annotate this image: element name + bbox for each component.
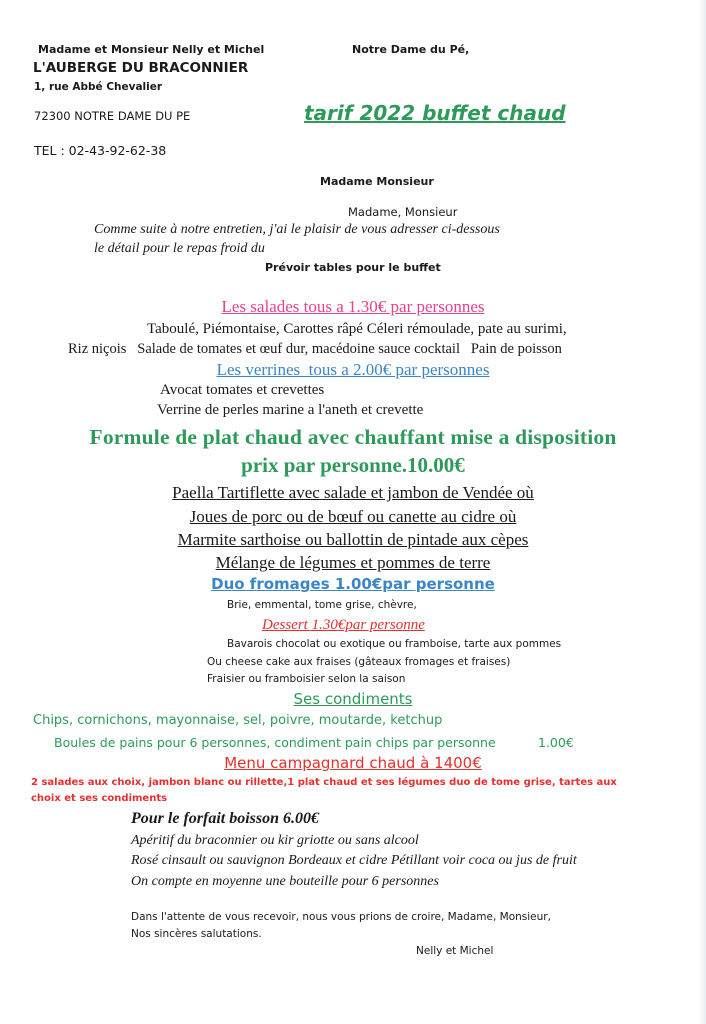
condiments-line-2: Boules de pains pour 6 personnes, condiment pain chips par personne — [54, 735, 496, 750]
verrines-line-2: Verrine de perles marine a l'aneth et crevette — [157, 402, 424, 418]
sender-names: Madame et Monsieur Nelly et Michel — [38, 43, 265, 56]
dessert-line-3: Fraisier ou framboisier selon la saison — [207, 673, 406, 685]
intro-line-2: le détail pour le repas froid du — [94, 241, 265, 256]
boisson-line-1: Apéritif du braconnier ou kir griotte ou sans alcool — [131, 833, 419, 848]
condiments-line-1: Chips, cornichons, mayonnaise, sel, poivre, moutarde, ketchup — [33, 713, 443, 728]
plat-chaud-heading: Formule de plat chaud avec chauffant mise a disposition — [89, 425, 617, 449]
plat-chaud-price: prix par personne.10.00€ — [241, 453, 465, 477]
recipient-line: Madame Monsieur — [320, 175, 434, 188]
signature: Nelly et Michel — [416, 945, 494, 957]
boisson-line-2: Rosé cinsault ou sauvignon Bordeaux et cidre Pétillant voir coca ou jus de fruit — [131, 853, 577, 868]
salades-line-2: Riz niçois Salade de tomates et œuf dur, macédoine sauce cocktail Pain de poisson — [68, 341, 562, 357]
salutation: Madame, Monsieur — [348, 205, 458, 219]
postcode-city: 72300 NOTRE DAME DU PE — [34, 109, 191, 123]
boisson-heading: Pour le forfait boisson 6.00€ — [131, 810, 320, 827]
business-name: L'AUBERGE DU BRACONNIER — [33, 60, 249, 76]
verrines-line-1: Avocat tomates et crevettes — [160, 382, 325, 398]
dessert-heading: Dessert 1.30€par personne — [262, 617, 425, 633]
dessert-line-2: Ou cheese cake aux fraises (gâteaux fromages et fraises) — [207, 656, 511, 668]
document-title: tarif 2022 buffet chaud — [304, 101, 566, 125]
salades-line-1: Taboulé, Piémontaise, Carottes râpé Céleri rémoulade, pate au surimi, — [147, 321, 567, 337]
dessert-line-1: Bavarois chocolat ou exotique ou framboise, tarte aux pommes — [227, 638, 562, 650]
campagnard-line-1: 2 salades aux choix, jambon blanc ou rillette,1 plat chaud et ses légumes duo de tome grise, tartes aux — [31, 777, 617, 788]
tables-note: Prévoir tables pour le buffet — [265, 261, 441, 274]
fromages-line-1: Brie, emmental, tome grise, chèvre, — [227, 599, 417, 611]
street-address: 1, rue Abbé Chevalier — [34, 81, 163, 93]
plat-chaud-line-4: Mélange de légumes et pommes de terre — [215, 553, 491, 572]
phone-number: TEL : 02-43-92-62-38 — [34, 143, 167, 158]
campagnard-heading: Menu campagnard chaud à 1400€ — [224, 754, 482, 772]
intro-line-1: Comme suite à notre entretien, j'ai le plaisir de vous adresser ci-dessous — [94, 222, 500, 237]
fromages-heading: Duo fromages 1.00€par personne — [211, 575, 495, 593]
condiments-price: 1.00€ — [538, 735, 574, 750]
plat-chaud-line-1: Paella Tartiflette avec salade et jambon de Vendée où — [172, 483, 534, 502]
salades-heading: Les salades tous a 1.30€ par personnes — [221, 297, 485, 316]
closing-line-1: Dans l'attente de vous recevoir, nous vous prions de croire, Madame, Monsieur, — [131, 911, 551, 923]
campagnard-line-2: choix et ses condiments — [31, 793, 168, 804]
place-line: Notre Dame du Pé, — [352, 43, 470, 56]
boisson-line-3: On compte en moyenne une bouteille pour 6 personnes — [131, 874, 439, 889]
condiments-heading: Ses condiments — [293, 690, 413, 708]
closing-line-2: Nos sincères salutations. — [131, 928, 262, 940]
verrines-heading: Les verrines tous a 2.00€ par personnes — [216, 360, 490, 379]
plat-chaud-line-3: Marmite sarthoise ou ballottin de pintade aux cèpes — [177, 530, 529, 549]
plat-chaud-line-2: Joues de porc ou de bœuf ou canette au cidre où — [189, 507, 517, 526]
